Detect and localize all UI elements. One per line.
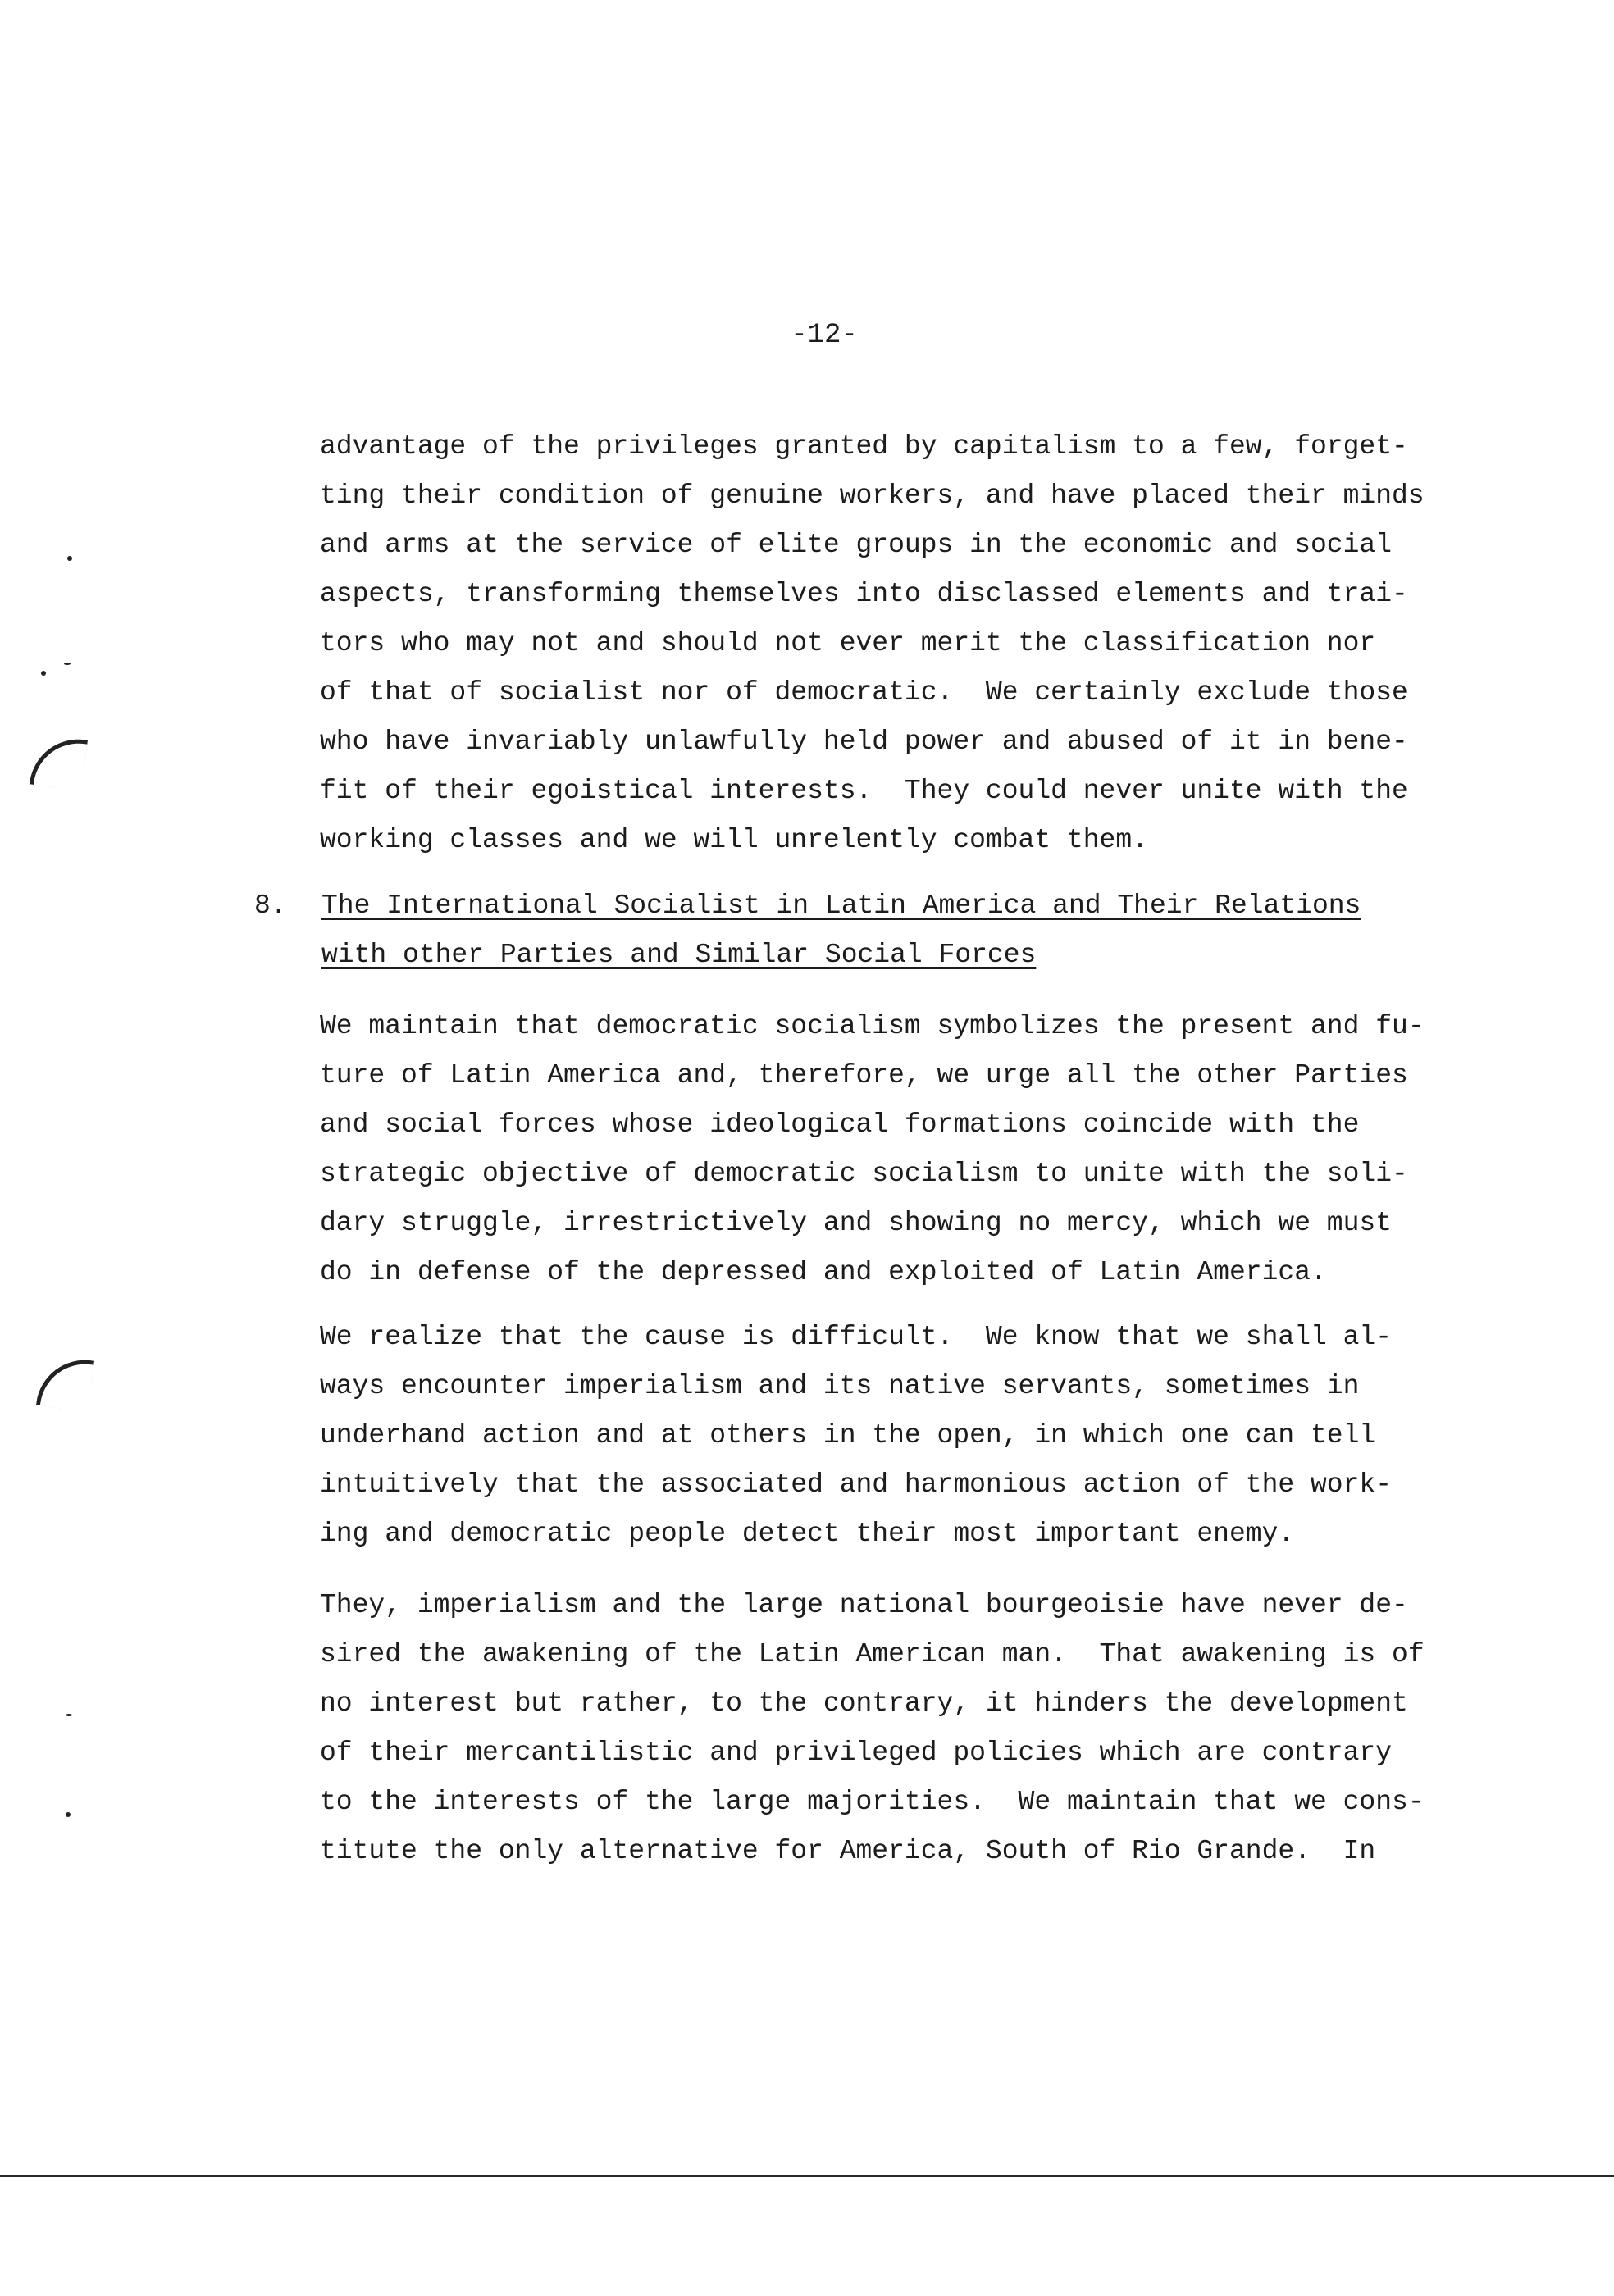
section-title-line: The International Socialist in Latin America and Their Relations	[321, 891, 1361, 921]
text-line: who have invariably unlawfully held power and abused of it in bene-	[320, 727, 1408, 757]
text-line: and arms at the service of elite groups in the economic and social	[320, 530, 1393, 560]
text-line: They, imperialism and the large national bourgeoisie have never de-	[320, 1590, 1408, 1620]
text-line: titute the only alternative for America, South of Rio Grande. In	[320, 1836, 1376, 1866]
text-line: ing and democratic people detect their most important enemy.	[320, 1519, 1295, 1549]
text-line: no interest but rather, to the contrary, it hinders the development	[320, 1688, 1408, 1719]
text-line: do in defense of the depressed and exploited of Latin America.	[320, 1257, 1327, 1287]
text-line: ways encounter imperialism and its native servants, sometimes in	[320, 1371, 1360, 1401]
text-line: ture of Latin America and, therefore, we urge all the other Parties	[320, 1060, 1408, 1091]
text-line: We realize that the cause is difficult. We know that we shall al-	[320, 1322, 1393, 1352]
scan-mark	[66, 1714, 72, 1716]
text-line: fit of their egoistical interests. They could never unite with the	[320, 776, 1408, 806]
text-line: advantage of the privileges granted by capitalism to a few, forget-	[320, 431, 1408, 462]
section-title-line: with other Parties and Similar Social Forces	[321, 940, 1037, 970]
paragraph	[320, 1581, 1468, 1876]
paragraph-continuation	[320, 422, 1468, 865]
text-line: intuitively that the associated and harmonious action of the work-	[320, 1469, 1393, 1500]
text-line: and social forces whose ideological formations coincide with the	[320, 1109, 1360, 1140]
scan-mark	[66, 1812, 71, 1817]
text-line: to the interests of the large majorities. We maintain that we cons-	[320, 1787, 1425, 1817]
paragraph	[320, 1002, 1468, 1297]
text-line: strategic objective of democratic socialism to unite with the soli-	[320, 1159, 1408, 1189]
punch-hole-mark	[30, 733, 88, 791]
text-line: aspects, transforming themselves into disclassed elements and trai-	[320, 579, 1408, 609]
text-line: working classes and we will unrelently combat them.	[320, 825, 1148, 855]
text-line: tors who may not and should not ever merit the classification nor	[320, 628, 1376, 658]
text-line: sired the awakening of the Latin American man. That awakening is of	[320, 1639, 1425, 1670]
punch-hole-mark	[36, 1354, 94, 1412]
paragraph	[320, 1313, 1468, 1559]
text-line: of that of socialist nor of democratic. We certainly exclude those	[320, 677, 1408, 708]
scan-mark	[41, 671, 46, 676]
text-line: We maintain that democratic socialism symbolizes the present and fu-	[320, 1011, 1425, 1041]
page-bottom-rule	[0, 2175, 1614, 2177]
section-number: 8.	[254, 891, 287, 921]
text-line: dary struggle, irrestrictively and showing no mercy, which we must	[320, 1208, 1393, 1238]
section-title	[321, 882, 1486, 980]
text-line: ting their condition of genuine workers, and have placed their minds	[320, 481, 1425, 511]
scan-mark	[67, 556, 72, 561]
text-line: of their mercantilistic and privileged policies which are contrary	[320, 1738, 1393, 1768]
page-number: -12-	[791, 320, 858, 351]
scan-mark	[64, 663, 71, 665]
text-line: underhand action and at others in the open, in which one can tell	[320, 1420, 1376, 1451]
